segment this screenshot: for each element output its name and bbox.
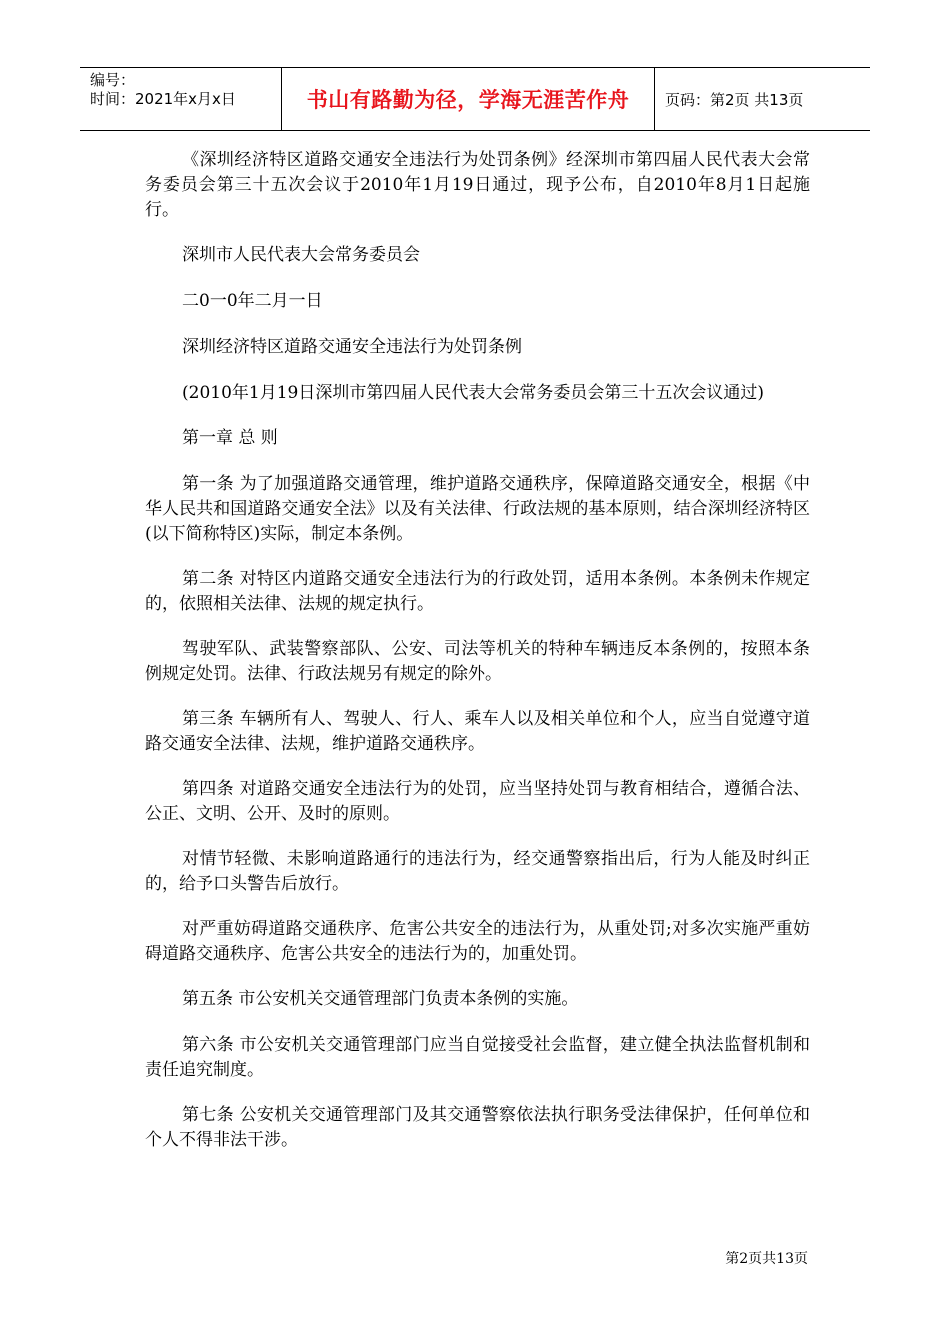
page-header xyxy=(80,67,870,131)
header-meta xyxy=(80,68,282,130)
header-page-info: 页码：第2页 共13页 xyxy=(665,90,804,109)
document-title: 深圳经济特区道路交通安全违法行为处罚条例 xyxy=(182,337,522,357)
article-7: 第七条 公安机关交通管理部门及其交通警察依法执行职务受法律保护，任何单位和个人不得非法干涉。 xyxy=(145,1105,810,1150)
page-footer: 第2页共13页 xyxy=(725,1251,808,1267)
article-2-clause: 驾驶军队、武装警察部队、公安、司法等机关的特种车辆违反本条例的，按照本条例规定处罚。法律、行政法规另有规定的除外。 xyxy=(145,639,810,684)
chapter-heading: 第一章 总 则 xyxy=(182,428,278,448)
time-label: 时间：2021年x月x日 xyxy=(90,90,236,108)
paragraph-issuer: 深圳市人民代表大会常务委员会 xyxy=(182,245,420,265)
paragraph-adoption-note: (2010年1月19日深圳市第四届人民代表大会常务委员会第三十五次会议通过) xyxy=(182,383,764,403)
header-motto: 书山有路勤为径，学海无涯苦作舟 xyxy=(282,68,655,130)
article-5: 第五条 市公安机关交通管理部门负责本条例的实施。 xyxy=(182,989,579,1009)
article-4-clause-1: 对情节轻微、未影响道路通行的违法行为，经交通警察指出后，行为人能及时纠正的，给予口头警告后放行。 xyxy=(145,849,810,894)
number-label: 编号： xyxy=(90,71,136,89)
document-body xyxy=(145,148,810,1173)
paragraph-date: 二0一0年二月一日 xyxy=(182,291,323,311)
article-4-clause-2: 对严重妨碍道路交通秩序、危害公共安全的违法行为，从重处罚;对多次实施严重妨碍道路交通秩序、危害公共安全的违法行为的，加重处罚。 xyxy=(145,919,810,964)
article-1: 第一条 为了加强道路交通管理，维护道路交通秩序，保障道路交通安全，根据《中华人民共和国道路交通安全法》以及有关法律、行政法规的基本原则，结合深圳经济特区(以下简称特区)实际，制定本条例。 xyxy=(145,474,810,544)
paragraph-preamble: 《深圳经济特区道路交通安全违法行为处罚条例》经深圳市第四届人民代表大会常务委员会第三十五次会议于2010年1月19日通过，现予公布，自2010年8月1日起施行。 xyxy=(145,150,810,220)
article-6: 第六条 市公安机关交通管理部门应当自觉接受社会监督，建立健全执法监督机制和责任追究制度。 xyxy=(145,1035,810,1080)
article-4: 第四条 对道路交通安全违法行为的处罚，应当坚持处罚与教育相结合，遵循合法、公正、文明、公开、及时的原则。 xyxy=(145,779,810,824)
article-3: 第三条 车辆所有人、驾驶人、行人、乘车人以及相关单位和个人，应当自觉遵守道路交通安全法律、法规，维护道路交通秩序。 xyxy=(145,709,810,754)
article-2: 第二条 对特区内道路交通安全违法行为的行政处罚，适用本条例。本条例未作规定的，依照相关法律、法规的规定执行。 xyxy=(145,569,810,614)
